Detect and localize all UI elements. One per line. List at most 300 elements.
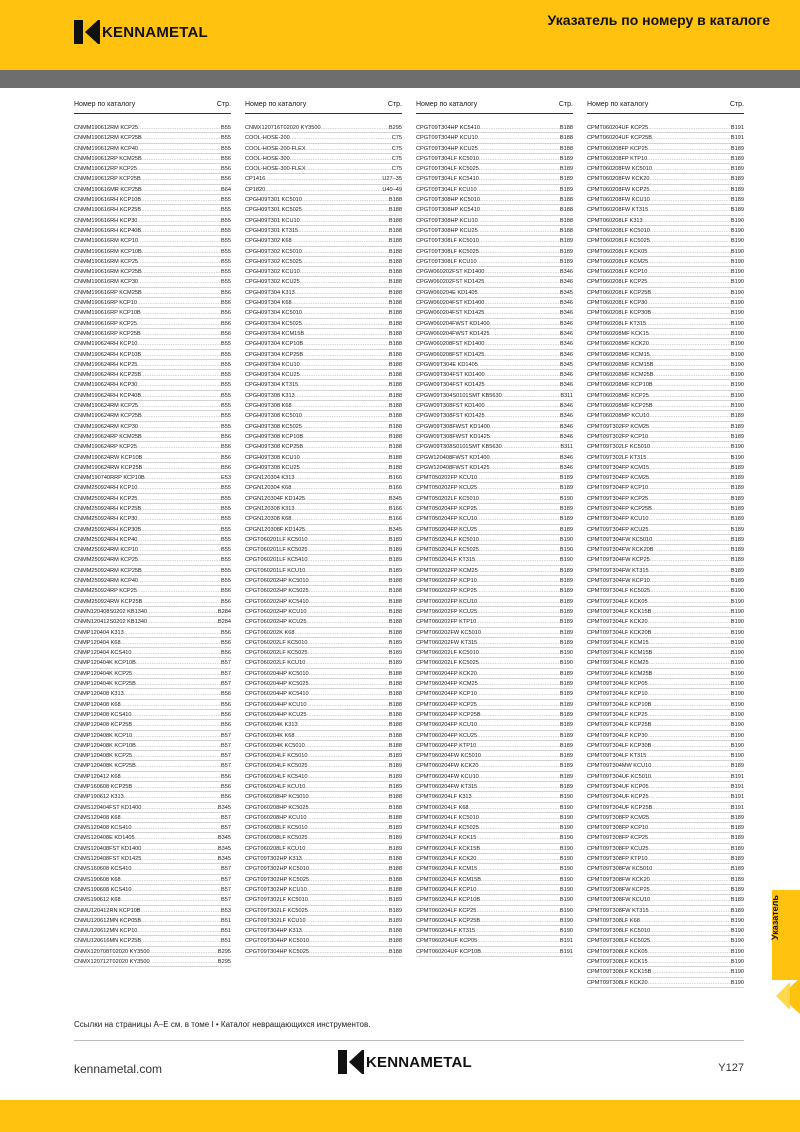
index-entry bbox=[416, 854, 573, 864]
page-reference: B56 bbox=[221, 289, 231, 296]
page-reference: B346 bbox=[559, 382, 573, 389]
dot-leader bbox=[480, 844, 560, 853]
footnote: Ссылки на страницы A–E см. в томе I • Каталог невращающихся инструментов. bbox=[74, 1020, 371, 1029]
dot-leader bbox=[652, 803, 731, 812]
catalog-number: CPMT050204LF KC5025 bbox=[416, 547, 479, 554]
index-entry bbox=[587, 216, 744, 226]
catalog-number: CPMT050204FP KCU10 bbox=[416, 516, 478, 523]
catalog-number: CNMM190612RP KCP25 bbox=[74, 166, 138, 173]
dot-leader bbox=[646, 319, 731, 328]
page-reference: B188 bbox=[388, 454, 402, 461]
dot-leader bbox=[650, 926, 731, 935]
dot-leader bbox=[300, 216, 389, 225]
index-entry bbox=[416, 195, 573, 205]
page-reference: B189 bbox=[559, 598, 573, 605]
catalog-number: CNMM190624RM KCP25B bbox=[74, 413, 142, 420]
index-entry bbox=[587, 885, 744, 895]
dot-leader bbox=[308, 555, 389, 564]
catalog-number: CPGT09T302HP K313 bbox=[245, 856, 302, 863]
index-entry bbox=[587, 329, 744, 339]
dot-leader bbox=[138, 576, 221, 585]
dot-leader bbox=[652, 504, 731, 513]
catalog-number: CPGW09T304FST KD1425 bbox=[416, 382, 485, 389]
index-entry bbox=[416, 453, 573, 463]
page-reference: B188 bbox=[388, 598, 402, 605]
page-reference: B188 bbox=[388, 382, 402, 389]
catalog-number: CNMM190612RP KCM25B bbox=[74, 155, 142, 162]
index-rows bbox=[245, 123, 402, 957]
page-reference: B189 bbox=[559, 176, 573, 183]
page-reference: B346 bbox=[559, 403, 573, 410]
catalog-number: CPGW09T308FST KD1425 bbox=[416, 413, 485, 420]
page-reference: B188 bbox=[559, 207, 573, 214]
dot-leader bbox=[302, 247, 389, 256]
index-entry bbox=[245, 864, 402, 874]
dot-leader bbox=[141, 205, 221, 214]
page-number: Y127 bbox=[718, 1062, 744, 1074]
dot-leader bbox=[309, 689, 389, 698]
catalog-number: CPMT09T302FP KCP10 bbox=[587, 433, 649, 440]
catalog-number: CPMT09T304LF KC5025 bbox=[587, 588, 651, 595]
index-entry bbox=[587, 823, 744, 833]
index-entry bbox=[416, 669, 573, 679]
dot-leader bbox=[478, 216, 560, 225]
dot-leader bbox=[142, 154, 221, 163]
catalog-number: CNMM250924RP KCP25 bbox=[74, 588, 138, 595]
catalog-number: CPGW120408FWST KD1400 bbox=[416, 454, 490, 461]
page-reference: B55 bbox=[221, 547, 231, 554]
catalog-number: CPMT09T302LF KC5010 bbox=[587, 444, 651, 451]
dot-leader bbox=[478, 144, 560, 153]
dot-leader bbox=[308, 535, 389, 544]
catalog-number: CPMT060204LF KCK15B bbox=[416, 845, 481, 852]
page-reference: B56 bbox=[221, 629, 231, 636]
catalog-number: CPGT09T308HP KC5410 bbox=[416, 207, 480, 214]
catalog-number: CPGH09T301 KT315 bbox=[245, 227, 299, 234]
index-entry bbox=[245, 453, 402, 463]
dot-leader bbox=[305, 525, 389, 534]
catalog-number: CNMM190616RM KCP10B bbox=[74, 248, 142, 255]
page-reference: B55 bbox=[221, 382, 231, 389]
dot-leader bbox=[478, 360, 560, 369]
index-entry bbox=[74, 895, 231, 905]
catalog-number: CPGN120304 K313 bbox=[245, 475, 295, 482]
dot-leader bbox=[650, 895, 731, 904]
catalog-number: CPMT060208FW KT315 bbox=[587, 207, 649, 214]
catalog-number: CNMM190624RH KCP25B bbox=[74, 372, 142, 379]
index-entry bbox=[74, 174, 231, 184]
catalog-number: CPMT09T304LF KCK20B bbox=[587, 629, 652, 636]
catalog-number: CPMT060204FP KTP10 bbox=[416, 742, 477, 749]
catalog-number: CNMP120408K KCP10 bbox=[74, 732, 133, 739]
page-reference: B189 bbox=[388, 650, 402, 657]
page-reference: B188 bbox=[388, 310, 402, 317]
index-entry bbox=[587, 803, 744, 813]
dot-leader bbox=[124, 628, 221, 637]
catalog-number: CNMP190612 K313 bbox=[74, 794, 124, 801]
dot-leader bbox=[469, 803, 560, 812]
catalog-number: CPGT060208HP KCU10 bbox=[245, 814, 307, 821]
page-reference: B346 bbox=[559, 300, 573, 307]
catalog-number: CPGW060204E KD1405 bbox=[416, 289, 478, 296]
page-reference: B166 bbox=[388, 485, 402, 492]
index-entry bbox=[74, 576, 231, 586]
catalog-number: CNMM190616RH KCP25B bbox=[74, 207, 142, 214]
dot-leader bbox=[142, 597, 221, 606]
index-entry bbox=[587, 473, 744, 483]
catalog-number: CPMT060208FW KCK20 bbox=[587, 176, 650, 183]
index-entry bbox=[587, 864, 744, 874]
page-reference: B190 bbox=[730, 670, 744, 677]
catalog-number: CPMT09T302LF KT315 bbox=[587, 454, 647, 461]
page-reference: B57 bbox=[221, 670, 231, 677]
dot-leader bbox=[479, 247, 560, 256]
catalog-number: CPMT09T304LF KT315 bbox=[587, 753, 647, 760]
dot-leader bbox=[132, 864, 222, 873]
dot-leader bbox=[476, 833, 560, 842]
index-entry bbox=[416, 298, 573, 308]
dot-leader bbox=[137, 360, 221, 369]
dot-leader bbox=[650, 586, 731, 595]
page-reference: B189 bbox=[730, 897, 744, 904]
dot-leader bbox=[292, 236, 389, 245]
catalog-number: CPGN120304F KD1425 bbox=[245, 495, 306, 502]
index-entry bbox=[245, 710, 402, 720]
website-link[interactable]: kennametal.com bbox=[74, 1062, 163, 1076]
page-reference: B190 bbox=[730, 608, 744, 615]
column-header bbox=[245, 97, 402, 114]
dot-leader bbox=[478, 679, 560, 688]
header-page: Стр. bbox=[387, 100, 402, 108]
index-entry bbox=[74, 669, 231, 679]
catalog-number: CPGT09T304HP KCU10 bbox=[416, 135, 478, 142]
index-entry bbox=[245, 432, 402, 442]
catalog-number: CPMT060204LF KCK20 bbox=[416, 856, 477, 863]
catalog-number: CPGW060202FST KD1400 bbox=[416, 269, 485, 276]
dot-leader bbox=[652, 164, 731, 173]
catalog-number: CPMT09T308FP KCM25 bbox=[587, 814, 650, 821]
dot-leader bbox=[141, 391, 221, 400]
page-reference: B190 bbox=[559, 814, 573, 821]
dot-leader bbox=[481, 947, 560, 956]
index-entry bbox=[587, 247, 744, 257]
page-reference: B189 bbox=[388, 660, 402, 667]
dot-leader bbox=[477, 185, 560, 194]
index-entry bbox=[587, 689, 744, 699]
index-entry bbox=[416, 205, 573, 215]
dot-leader bbox=[476, 906, 560, 915]
index-entry bbox=[245, 133, 402, 143]
catalog-number: CNMM250924RM KCP10 bbox=[74, 547, 139, 554]
catalog-number: CPMT060204LF KCP10B bbox=[416, 897, 481, 904]
index-entry bbox=[74, 926, 231, 936]
index-entry bbox=[587, 288, 744, 298]
index-entry bbox=[416, 267, 573, 277]
index-entry bbox=[245, 658, 402, 668]
index-entry bbox=[74, 133, 231, 143]
index-entry bbox=[416, 566, 573, 576]
dot-leader bbox=[650, 195, 731, 204]
dot-leader bbox=[138, 236, 221, 245]
page-reference: B57 bbox=[221, 886, 231, 893]
index-entry bbox=[74, 226, 231, 236]
dot-leader bbox=[136, 741, 221, 750]
dot-leader bbox=[651, 628, 731, 637]
dot-leader bbox=[132, 710, 222, 719]
page-reference: B189 bbox=[730, 464, 744, 471]
dot-leader bbox=[294, 731, 388, 740]
page-reference: B190 bbox=[559, 794, 573, 801]
dot-leader bbox=[649, 566, 731, 575]
catalog-number: CPMT060208FW KC5010 bbox=[587, 166, 652, 173]
dot-leader bbox=[477, 731, 560, 740]
dot-leader bbox=[648, 432, 731, 441]
index-entry bbox=[74, 720, 231, 730]
dot-leader bbox=[308, 751, 389, 760]
catalog-number: CPMT060202FP KCU10 bbox=[416, 598, 478, 605]
dot-leader bbox=[479, 648, 560, 657]
dot-leader bbox=[302, 422, 389, 431]
index-entry bbox=[416, 164, 573, 174]
dot-leader bbox=[298, 226, 389, 235]
index-entry bbox=[587, 813, 744, 823]
dot-leader bbox=[648, 978, 731, 987]
dot-leader bbox=[138, 277, 221, 286]
dot-leader bbox=[650, 236, 731, 245]
index-entry bbox=[416, 277, 573, 287]
catalog-number: CPMT09T308FP KTP10 bbox=[587, 856, 648, 863]
page-reference: B346 bbox=[559, 310, 573, 317]
page-reference: B346 bbox=[559, 454, 573, 461]
index-entry bbox=[587, 185, 744, 195]
catalog-number: CPGW060208FST KD1425 bbox=[416, 351, 485, 358]
dot-leader bbox=[132, 885, 222, 894]
catalog-number: CPGT060202HP KC5010 bbox=[245, 578, 309, 585]
page-reference: B51 bbox=[221, 928, 231, 935]
index-entry bbox=[245, 370, 402, 380]
dot-leader bbox=[294, 628, 388, 637]
catalog-number: CPGH09T304 KCM15B bbox=[245, 330, 305, 337]
index-entry bbox=[416, 123, 573, 133]
index-entry bbox=[74, 854, 231, 864]
index-entry bbox=[416, 782, 573, 792]
catalog-number: CPGT09T302LF KCU10 bbox=[245, 917, 306, 924]
dot-leader bbox=[651, 607, 731, 616]
catalog-number: CPMT09T308LF KC5010 bbox=[587, 928, 651, 935]
page-reference: B346 bbox=[559, 330, 573, 337]
index-entry bbox=[74, 535, 231, 545]
page-reference: B57 bbox=[221, 742, 231, 749]
index-entry bbox=[74, 288, 231, 298]
catalog-number: CPMT09T308FW KT315 bbox=[587, 907, 649, 914]
dot-leader bbox=[300, 277, 389, 286]
index-entry bbox=[587, 463, 744, 473]
index-entry bbox=[245, 298, 402, 308]
header-catalog-number: Номер по каталогу bbox=[245, 100, 307, 108]
page-reference: B56 bbox=[221, 155, 231, 162]
dot-leader bbox=[484, 308, 560, 317]
dot-leader bbox=[147, 617, 218, 626]
dot-leader bbox=[648, 689, 731, 698]
page-reference: B55 bbox=[221, 145, 231, 152]
page-reference: B346 bbox=[559, 279, 573, 286]
catalog-number: CPGT060201LF KC5010 bbox=[245, 536, 308, 543]
page-reference: B188 bbox=[388, 217, 402, 224]
index-entry bbox=[74, 597, 231, 607]
dot-leader bbox=[477, 504, 560, 513]
index-entry bbox=[245, 154, 402, 164]
catalog-number: CPMT060202FP KCU25 bbox=[416, 608, 478, 615]
page-reference: B57 bbox=[221, 681, 231, 688]
catalog-number: CPGW120408FWST KD1425 bbox=[416, 464, 490, 471]
index-entry bbox=[416, 906, 573, 916]
dot-leader bbox=[305, 494, 389, 503]
page-reference: B189 bbox=[730, 856, 744, 863]
dot-leader bbox=[649, 906, 731, 915]
page-reference: B189 bbox=[730, 814, 744, 821]
index-entry bbox=[587, 391, 744, 401]
dot-leader bbox=[302, 411, 389, 420]
page-reference: B189 bbox=[559, 238, 573, 245]
index-entry bbox=[416, 360, 573, 370]
page-reference: B55 bbox=[221, 227, 231, 234]
catalog-number: CNMM190612RM KCP25B bbox=[74, 135, 142, 142]
index-entry bbox=[74, 257, 231, 267]
catalog-number: CPMT060202FP KCP25 bbox=[416, 588, 477, 595]
page-reference: B57 bbox=[221, 866, 231, 873]
index-entry bbox=[74, 648, 231, 658]
page-reference: B346 bbox=[559, 341, 573, 348]
page-reference: B189 bbox=[559, 608, 573, 615]
catalog-number: CPMT09T304FW KC5010 bbox=[587, 536, 653, 543]
dot-leader bbox=[650, 936, 731, 945]
dot-leader bbox=[476, 617, 560, 626]
dot-leader bbox=[141, 350, 221, 359]
dot-leader bbox=[480, 123, 560, 132]
dot-leader bbox=[132, 720, 221, 729]
index-entry bbox=[245, 247, 402, 257]
header-page: Стр. bbox=[729, 100, 744, 108]
dot-leader bbox=[479, 494, 560, 503]
catalog-number: CPGT09T304HP KCU25 bbox=[416, 145, 478, 152]
dot-leader bbox=[291, 514, 389, 523]
dot-leader bbox=[308, 895, 389, 904]
index-entry bbox=[587, 669, 744, 679]
page-reference: B189 bbox=[388, 907, 402, 914]
index-entry bbox=[587, 978, 744, 988]
catalog-number: CNMP160608 KCP25B bbox=[74, 784, 133, 790]
catalog-number: CPGT09T304HP KC5010 bbox=[245, 938, 309, 945]
catalog-number: CPMT09T304LF KCP25 bbox=[587, 711, 648, 718]
index-entry bbox=[587, 164, 744, 174]
index-entry bbox=[416, 525, 573, 535]
catalog-number: CNMU120412RN KCP10B bbox=[74, 907, 141, 914]
catalog-number: CPGW09T304E KD1405 bbox=[416, 361, 478, 368]
catalog-number: CPMT060204LF KC5010 bbox=[416, 814, 479, 821]
dot-leader bbox=[481, 751, 560, 760]
page-reference: B188 bbox=[388, 742, 402, 749]
index-entry bbox=[587, 926, 744, 936]
dot-leader bbox=[136, 761, 221, 770]
page-reference: B190 bbox=[730, 681, 744, 688]
dot-leader bbox=[138, 401, 221, 410]
page-reference: B191 bbox=[730, 784, 744, 790]
page-reference: B311 bbox=[560, 392, 573, 399]
dot-leader bbox=[308, 772, 389, 781]
dot-leader bbox=[141, 906, 222, 915]
index-entry bbox=[416, 422, 573, 432]
dot-leader bbox=[141, 308, 221, 317]
dot-leader bbox=[136, 658, 221, 667]
index-entry bbox=[74, 566, 231, 576]
catalog-number: CPMT060208MF KCM25B bbox=[587, 372, 654, 379]
index-entry bbox=[587, 658, 744, 668]
page-reference: B55 bbox=[221, 536, 231, 543]
catalog-number: CPMT09T308LF KCK05 bbox=[587, 948, 648, 955]
index-entry bbox=[587, 339, 744, 349]
index-entry bbox=[587, 257, 744, 267]
index-entry bbox=[245, 555, 402, 565]
catalog-number: CPGH09T302 KCU25 bbox=[245, 279, 300, 286]
dot-leader bbox=[295, 288, 389, 297]
catalog-number: CPMT060208FP KCP25 bbox=[587, 145, 648, 152]
page-reference: B189 bbox=[559, 578, 573, 585]
catalog-number: CNMM190616RP KCM25B bbox=[74, 289, 142, 296]
page-reference: B189 bbox=[730, 578, 744, 585]
dot-leader bbox=[303, 339, 389, 348]
dot-leader bbox=[654, 360, 731, 369]
dot-leader bbox=[478, 133, 560, 142]
dot-leader bbox=[308, 906, 389, 915]
dot-leader bbox=[651, 741, 731, 750]
index-entry bbox=[416, 442, 573, 452]
index-entry bbox=[74, 205, 231, 215]
catalog-number: CPGT060204HP KCU25 bbox=[245, 711, 307, 718]
index-entry bbox=[245, 854, 402, 864]
page-reference: B346 bbox=[559, 372, 573, 379]
page-reference: B189 bbox=[559, 670, 573, 677]
index-entry bbox=[245, 833, 402, 843]
dot-leader bbox=[647, 267, 731, 276]
page-reference: B189 bbox=[730, 155, 744, 162]
dot-leader bbox=[648, 947, 731, 956]
catalog-number: CPMT060204UF KCP05 bbox=[416, 938, 478, 945]
catalog-number: CNMM190624RH KCP10B bbox=[74, 351, 142, 358]
index-entry bbox=[416, 607, 573, 617]
catalog-number: CNMS120404FST KD1400 bbox=[74, 804, 142, 811]
index-entry bbox=[587, 648, 744, 658]
dot-leader bbox=[309, 669, 389, 678]
catalog-number: CNMM190616RM KCP25B bbox=[74, 269, 142, 276]
index-entry bbox=[74, 247, 231, 257]
page-reference: B190 bbox=[730, 330, 744, 337]
catalog-number: CPGH09T304 KC5010 bbox=[245, 310, 302, 317]
page-reference: B55 bbox=[221, 505, 231, 512]
page-reference: B55 bbox=[221, 248, 231, 255]
page-reference: B188 bbox=[388, 711, 402, 718]
catalog-number: CPMT09T304UF KCP05 bbox=[587, 784, 649, 790]
page-reference: B188 bbox=[388, 341, 402, 348]
index-entry bbox=[416, 761, 573, 771]
index-entry bbox=[74, 947, 231, 957]
dot-leader bbox=[477, 586, 560, 595]
dot-leader bbox=[137, 535, 221, 544]
page-reference: B190 bbox=[730, 217, 744, 224]
catalog-number: COOL-HOSE-300-FLEX bbox=[245, 166, 306, 173]
index-entry bbox=[587, 494, 744, 504]
catalog-number: CPMT060208MF KCK15 bbox=[587, 330, 649, 337]
page-reference: B295 bbox=[217, 959, 231, 966]
